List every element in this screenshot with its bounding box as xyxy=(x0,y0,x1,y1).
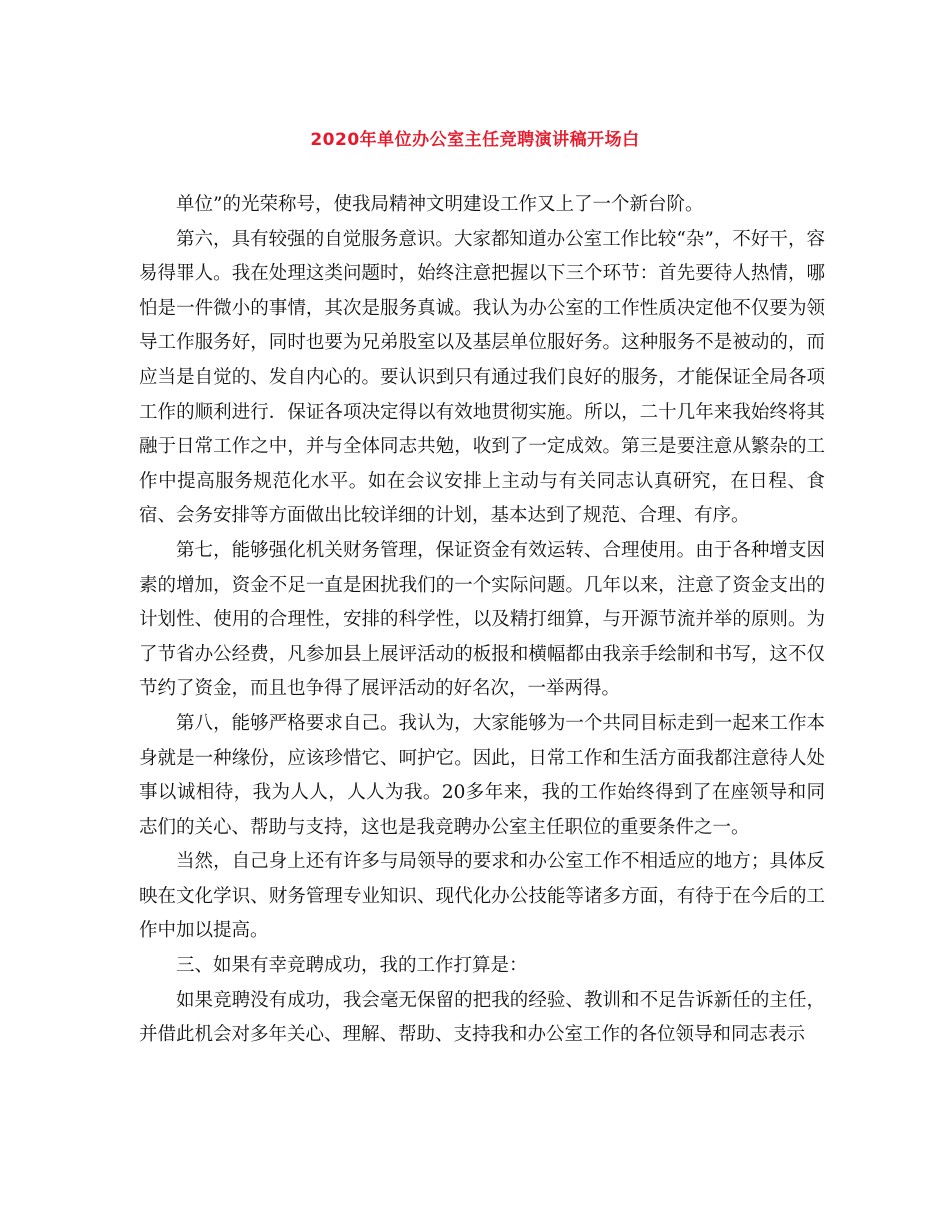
paragraph: 第八，能够严格要求自己。我认为，大家能够为一个共同目标走到一起来工作本身就是一种缘份，应该珍惜它、呵护它。因此，日常工作和生活方面我都注意待人处事以诚相待，我为人人，人人为我。20多年来，我的工作始终得到了在座领导和同志们的关心、帮助与支持，这也是我竞聘办公室主任职位的重要条件之一。 xyxy=(139,712,825,838)
paragraph: 单位”的光荣称号，使我局精神文明建设工作又上了一个新台阶。 xyxy=(176,194,704,215)
paragraph: 如果竞聘没有成功，我会毫无保留的把我的经验、教训和不足告诉新任的主任，并借此机会对多年关心、理解、帮助、支持我和办公室工作的各位领导和同志表示 xyxy=(139,989,825,1046)
paragraph: 三、如果有幸竞聘成功，我的工作打算是： xyxy=(176,955,528,977)
document-title: 2020年单位办公室主任竞聘演讲稿开场白 xyxy=(310,130,640,150)
paragraph: 第六，具有较强的自觉服务意识。大家都知道办公室工作比较“杂”，不好干，容易得罪人。我在处理这类问题时，始终注意把握以下三个环节：首先要待人热情，哪怕是一件微小的事情，其次是服务真诚。我认为办公室的工作性质决定他不仅要为领导工作服务好，同时也要为兄弟股室以及基层单位服好务。这种服务不是被动的，而应当是自觉的、发自内心的。要认识到只有通过我们良好的服务，才能保证全局各项工作的顺利进行．保证各项决定得以有效地贯彻实施。所以，二十几年来我始终将其融于日常工作之中，并与全体同志共勉，收到了一定成效。第三是要注意从繁杂的工作中提高服务规范化水平。如在会议安排上主动与有关同志认真研究，在日程、食宿、会务安排等方面做出比较详细的计划，基本达到了规范、合理、有序。 xyxy=(139,228,825,527)
paragraph: 当然，自己身上还有许多与局领导的要求和办公室工作不相适应的地方；具体反映在文化学识、财务管理专业知识、现代化办公技能等诸多方面，有待于在今后的工作中加以提高。 xyxy=(139,851,825,942)
paragraph: 第七，能够强化机关财务管理，保证资金有效运转、合理使用。由于各种增支因素的增加，资金不足一直是困扰我们的一个实际问题。几年以来，注意了资金支出的计划性、使用的合理性，安排的科学性，以及精打细算，与开源节流并举的原则。为了节省办公经费，凡参加县上展评活动的板报和横幅都由我亲手绘制和书写，这不仅节约了资金，而且也争得了展评活动的好名次，一举两得。 xyxy=(139,539,825,700)
document-body xyxy=(139,188,825,1053)
